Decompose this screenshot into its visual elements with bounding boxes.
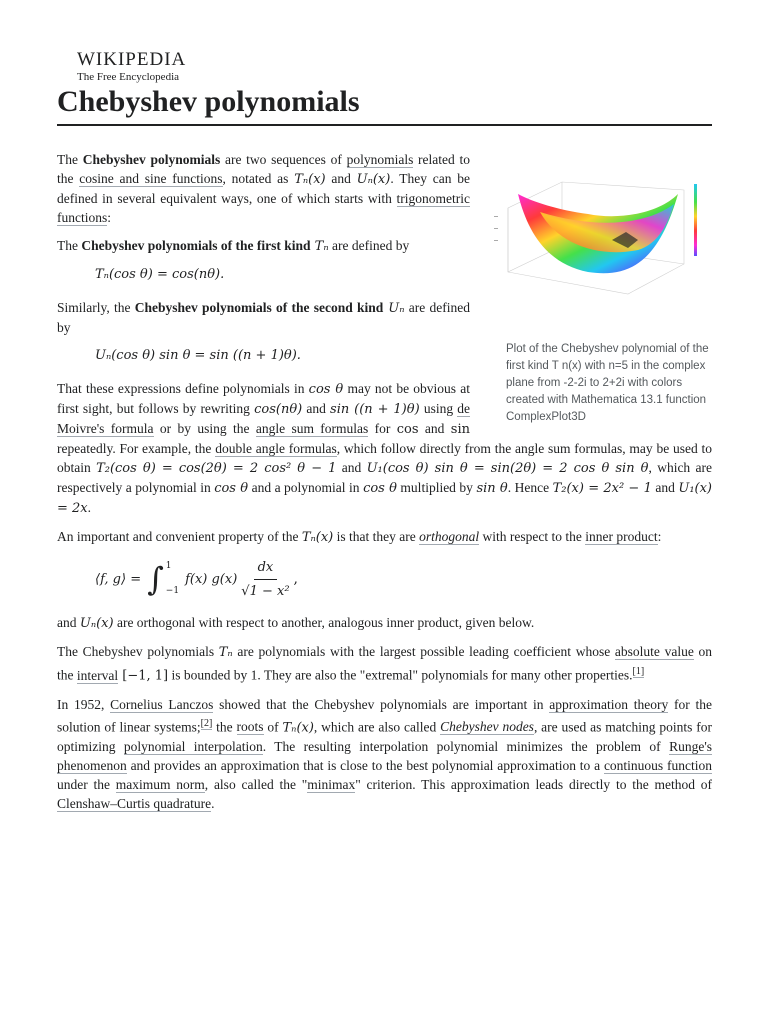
wikipedia-logo[interactable] [77,50,186,83]
intro-paragraph: The Chebyshev polynomials are two sequences of polynomials related to the cosine and sine functions, notated as Tₙ(x) and Uₙ(x). They can be defined in several equivalent ways, one of which starts with trigonometric functions: [57,152,471,225]
equation-inner-product: ⟨f, g⟩ = ∫ 1 −1 f(x) g(x) $\frac{dx}{\text{√1 − x²}}$ , [95,557,712,601]
page-title: Chebyshev polynomials [57,85,360,118]
link-double-angle-formulas[interactable]: double angle formulas [215,441,337,456]
article-body [57,150,712,822]
figure-box [488,150,712,426]
fraction: $\frac{dx}{\text{√1 − x²}}$ [241,559,290,599]
second-orthogonality-paragraph: and Uₙ(x) are orthogonal with respect to another, analogous inner product, given below. [57,615,535,631]
logo-tagline: The Free Encyclopedia [77,71,180,83]
link-maximum-norm[interactable]: maximum norm [115,777,205,792]
link-approximation-theory[interactable]: approximation theory [549,696,669,712]
link-absolute-value[interactable]: absolute value [614,644,694,659]
citation-1[interactable]: [1] [632,666,645,677]
link-polynomial-interpolation[interactable]: polynomial interpolation [123,739,263,754]
title-divider [57,124,712,126]
link-orthogonal[interactable]: orthogonal [419,529,480,544]
link-continuous-function[interactable]: continuous function [603,758,712,773]
link-interval[interactable]: interval [76,667,119,683]
link-clenshaw-curtis[interactable]: Clenshaw–Curtis quadrature [57,796,212,811]
figure-caption: Plot of the Chebyshev polynomial of the first kind T n(x) with n=5 in the complex plane from -2-2i to 2+2i with colors created with Mathematica 13.1 function ComplexPlot3D [506,343,709,423]
link-minimax[interactable]: minimax [307,777,356,792]
citation-2[interactable]: [2] [200,717,213,729]
integral-limits: 1 −1 [165,561,180,596]
first-kind-paragraph: The Chebyshev polynomials of the first kind Tₙ are defined by [57,238,410,254]
equation-first-kind: Tₙ(cos θ) = cos(nθ). [95,267,225,282]
link-cornelius-lanczos[interactable]: Cornelius Lanczos [110,696,214,712]
link-runges-phenomenon[interactable]: Runge's phenomenon [57,739,713,773]
link-trigonometric-functions[interactable]: trigonometric functions [57,191,470,225]
lanczos-paragraph: In 1952, Cornelius Lanczos showed that the Chebyshev polynomials are important in approximation theory for the solution of linear systems;[2] the roots of Tₙ(x), which are also called Chebyshev nodes, are used as matching points for optimizing polynomial interpolation. The resulting interpolation polynomial minimizes the problem of Runge's phenomenon and provides an approximation that is close to the best polynomial approximation to a continuous function under the maximum norm, also called the "minimax" criterion. This approximation leads directly to the method of Clenshaw–Curtis quadrature. [57,696,713,811]
complex-plot-image[interactable] [488,154,712,332]
logo-wordmark: WIKIPEDIA [77,49,187,70]
integral-sign: ∫ [147,560,164,598]
link-angle-sum-formulas[interactable]: angle sum formulas [255,421,369,436]
equation-second-kind: Uₙ(cos θ) sin θ = sin ((n + 1)θ). [95,348,301,363]
polynomial-explanation-paragraph: That these expressions define polynomials in cos θ may not be obvious at first sight, but follows by rewriting cos(nθ) and sin ((n + 1)θ) using de Moivre's formula or by using the angle sum formulas for cos and sin repeatedly. For example, the double angle formulas, which follow directly from the angle sum formulas, may be used to obtain T₂(cos θ) = cos(2θ) = 2 cos² θ − 1 and U₁(cos θ) sin θ = sin(2θ) = 2 cos θ sin θ, which are respectively a polynomial in cos θ and a polynomial in cos θ multiplied by sin θ. Hence T₂(x) = 2x² − 1 and U₁(x) = 2x. [57,381,713,516]
second-kind-paragraph: Similarly, the Chebyshev polynomials of the second kind Uₙ are defined by [57,300,470,335]
link-chebyshev-nodes[interactable]: Chebyshev nodes [440,719,534,734]
orthogonality-paragraph: An important and convenient property of the Tₙ(x) is that they are orthogonal with respect to the inner product: [57,529,662,545]
link-de-moivre[interactable]: de Moivre's formula [57,401,471,436]
link-polynomials[interactable]: polynomials [346,152,414,167]
link-inner-product[interactable]: inner product [585,529,658,544]
link-roots[interactable]: roots [236,719,264,734]
link-cosine-sine[interactable]: cosine and sine functions [79,171,223,186]
extremal-paragraph: The Chebyshev polynomials Tₙ are polynomials with the largest possible leading coefficient whose absolute value on the interval [−1, 1] is bounded by 1. They are also the "extremal" polynomials for many other properties.[1] [57,644,712,684]
